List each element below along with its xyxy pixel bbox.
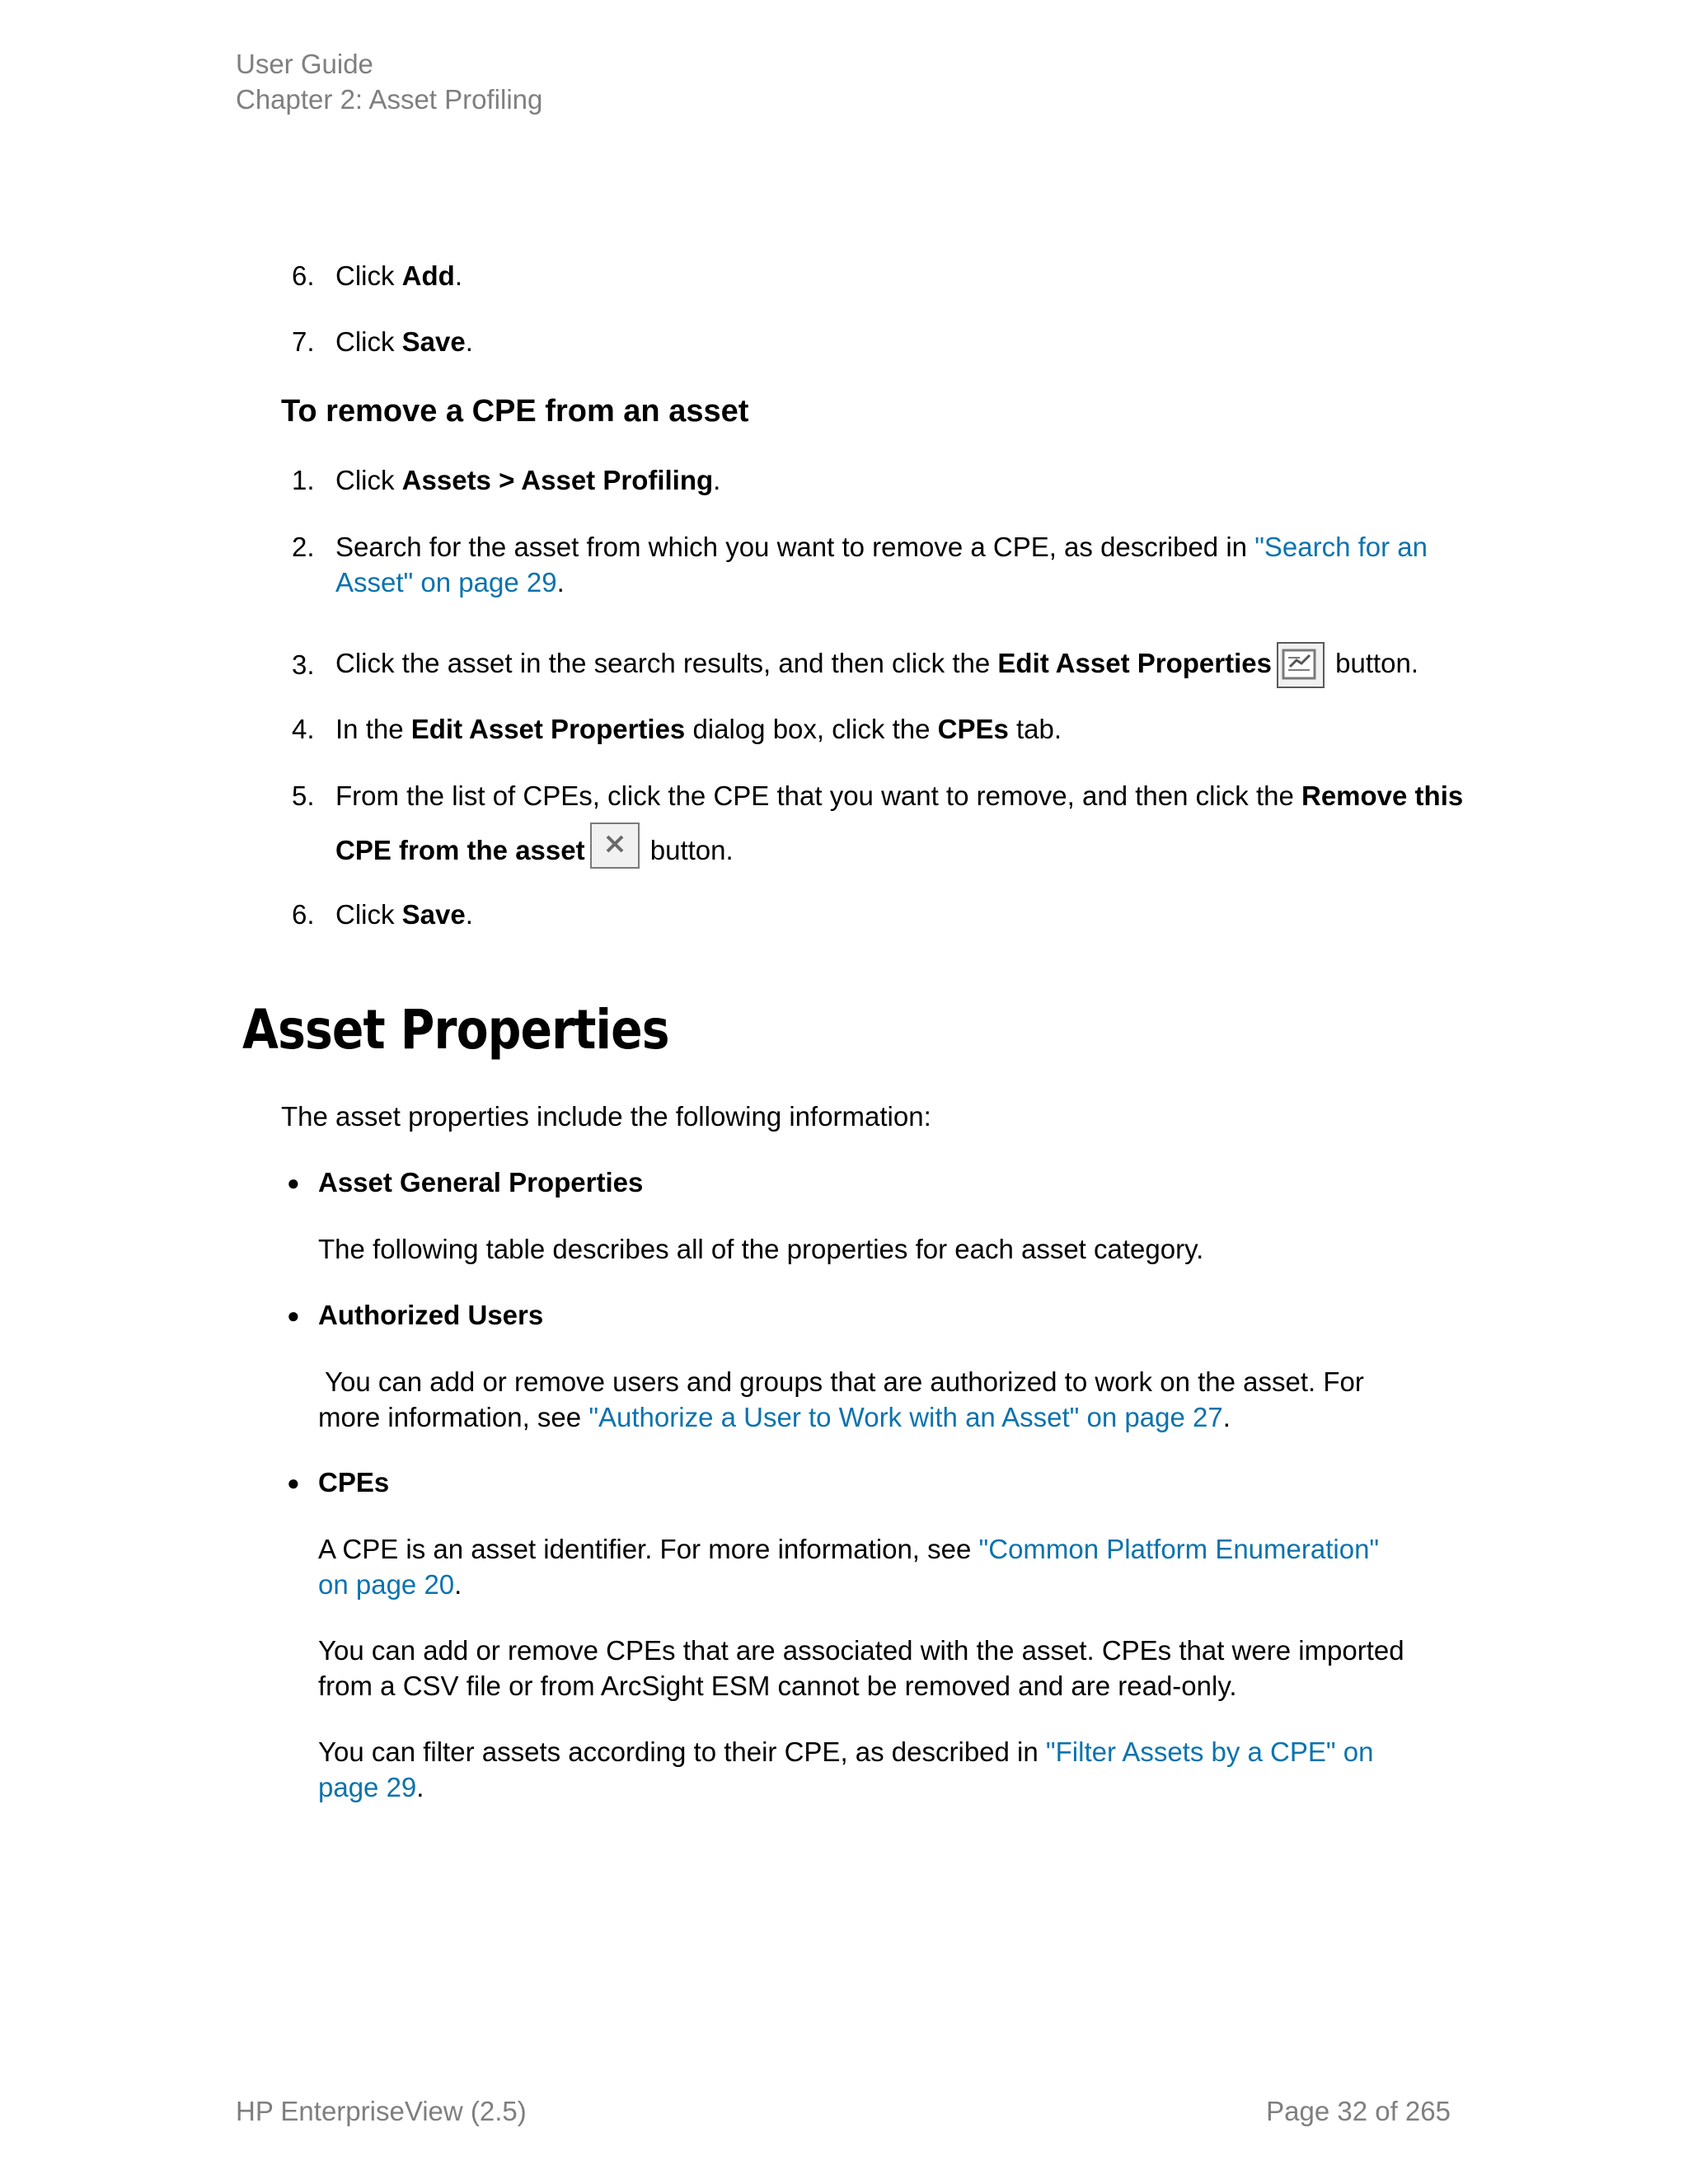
ui-label: CPEs bbox=[937, 714, 1009, 744]
ui-label: Save bbox=[401, 326, 466, 357]
bullet-description: The following table describes all of the properties for each asset category. bbox=[318, 1234, 1204, 1264]
edit-properties-icon bbox=[1277, 642, 1325, 688]
section-subheading: To remove a CPE from an asset bbox=[281, 394, 749, 429]
doc-title: User Guide bbox=[236, 49, 373, 79]
bullet-icon: ● bbox=[287, 1170, 300, 1195]
step-text: Click Save. bbox=[335, 326, 473, 357]
footer-product: HP EnterpriseView (2.5) bbox=[236, 2096, 527, 2126]
step-text: From the list of CPEs, click the CPE that you want to remove, and then click the Remove this CPE from the asset button. bbox=[335, 769, 1473, 878]
bullet-icon: ● bbox=[287, 1303, 300, 1328]
running-header bbox=[236, 46, 542, 117]
bullet-description: You can add or remove users and groups that are authorized to work on the asset. For more information, see "Authorize a User to Work with an Asset" on page 27. bbox=[318, 1366, 1364, 1432]
step-number: 5. bbox=[292, 780, 315, 811]
step-number: 7. bbox=[292, 326, 315, 357]
step-number: 6. bbox=[292, 899, 315, 930]
authorize-user-link[interactable]: "Authorize a User to Work with an Asset" on page 27 bbox=[588, 1402, 1223, 1432]
ui-label: Edit Asset Properties bbox=[997, 648, 1272, 678]
step-number: 2. bbox=[292, 532, 315, 562]
bullet-title: Asset General Properties bbox=[318, 1167, 644, 1197]
step-text: Click Add. bbox=[335, 260, 462, 291]
ui-label: Edit Asset Properties bbox=[410, 714, 686, 744]
chapter-title: Chapter 2: Asset Profiling bbox=[236, 84, 543, 115]
bullet-title: Authorized Users bbox=[318, 1300, 544, 1330]
step-text: Click the asset in the search results, and then click the Edit Asset Properties button. bbox=[335, 630, 1465, 696]
step-text: Click Assets > Asset Profiling. bbox=[335, 465, 721, 495]
bullet-title: CPEs bbox=[318, 1467, 390, 1497]
ui-label: Save bbox=[401, 899, 466, 930]
footer-page-number: Page 32 of 265 bbox=[1266, 2096, 1451, 2126]
section-heading: Asset Properties bbox=[242, 998, 669, 1062]
step-text: Click Save. bbox=[335, 899, 473, 930]
step-number: 3. bbox=[292, 649, 315, 680]
step-number: 1. bbox=[292, 465, 315, 495]
filter-assets-link[interactable]: "Filter Assets by a CPE" on page 29 bbox=[318, 1736, 1374, 1802]
remove-x-icon bbox=[590, 823, 640, 869]
step-text: Search for the asset from which you want to remove a CPE, as described in "Search for an Asset" on page 29. bbox=[335, 532, 1428, 598]
cpe-paragraph: You can add or remove CPEs that are associated with the asset. CPEs that were imported from a CSV file or from ArcSight ESM cannot be removed and are read-only. bbox=[318, 1635, 1404, 1701]
intro-paragraph: The asset properties include the following information: bbox=[281, 1101, 931, 1132]
bullet-icon: ● bbox=[287, 1470, 300, 1495]
step-text: In the Edit Asset Properties dialog box, click the CPEs tab. bbox=[335, 714, 1062, 744]
ui-label: Assets > Asset Profiling bbox=[401, 465, 714, 495]
cpe-enumeration-link[interactable]: "Common Platform Enumeration" on page 20 bbox=[318, 1534, 1380, 1600]
cpe-paragraph: You can filter assets according to their CPE, as described in "Filter Assets by a CPE" on page 29. bbox=[318, 1736, 1374, 1802]
ui-label: Add bbox=[401, 260, 455, 291]
cpe-paragraph: A CPE is an asset identifier. For more information, see "Common Platform Enumeration" on page 20. bbox=[318, 1534, 1380, 1600]
search-asset-link[interactable]: "Search for an Asset" on page 29 bbox=[335, 532, 1428, 598]
step-number: 4. bbox=[292, 714, 315, 744]
step-number: 6. bbox=[292, 260, 315, 291]
ui-label: Remove this CPE from the asset bbox=[335, 780, 1464, 865]
